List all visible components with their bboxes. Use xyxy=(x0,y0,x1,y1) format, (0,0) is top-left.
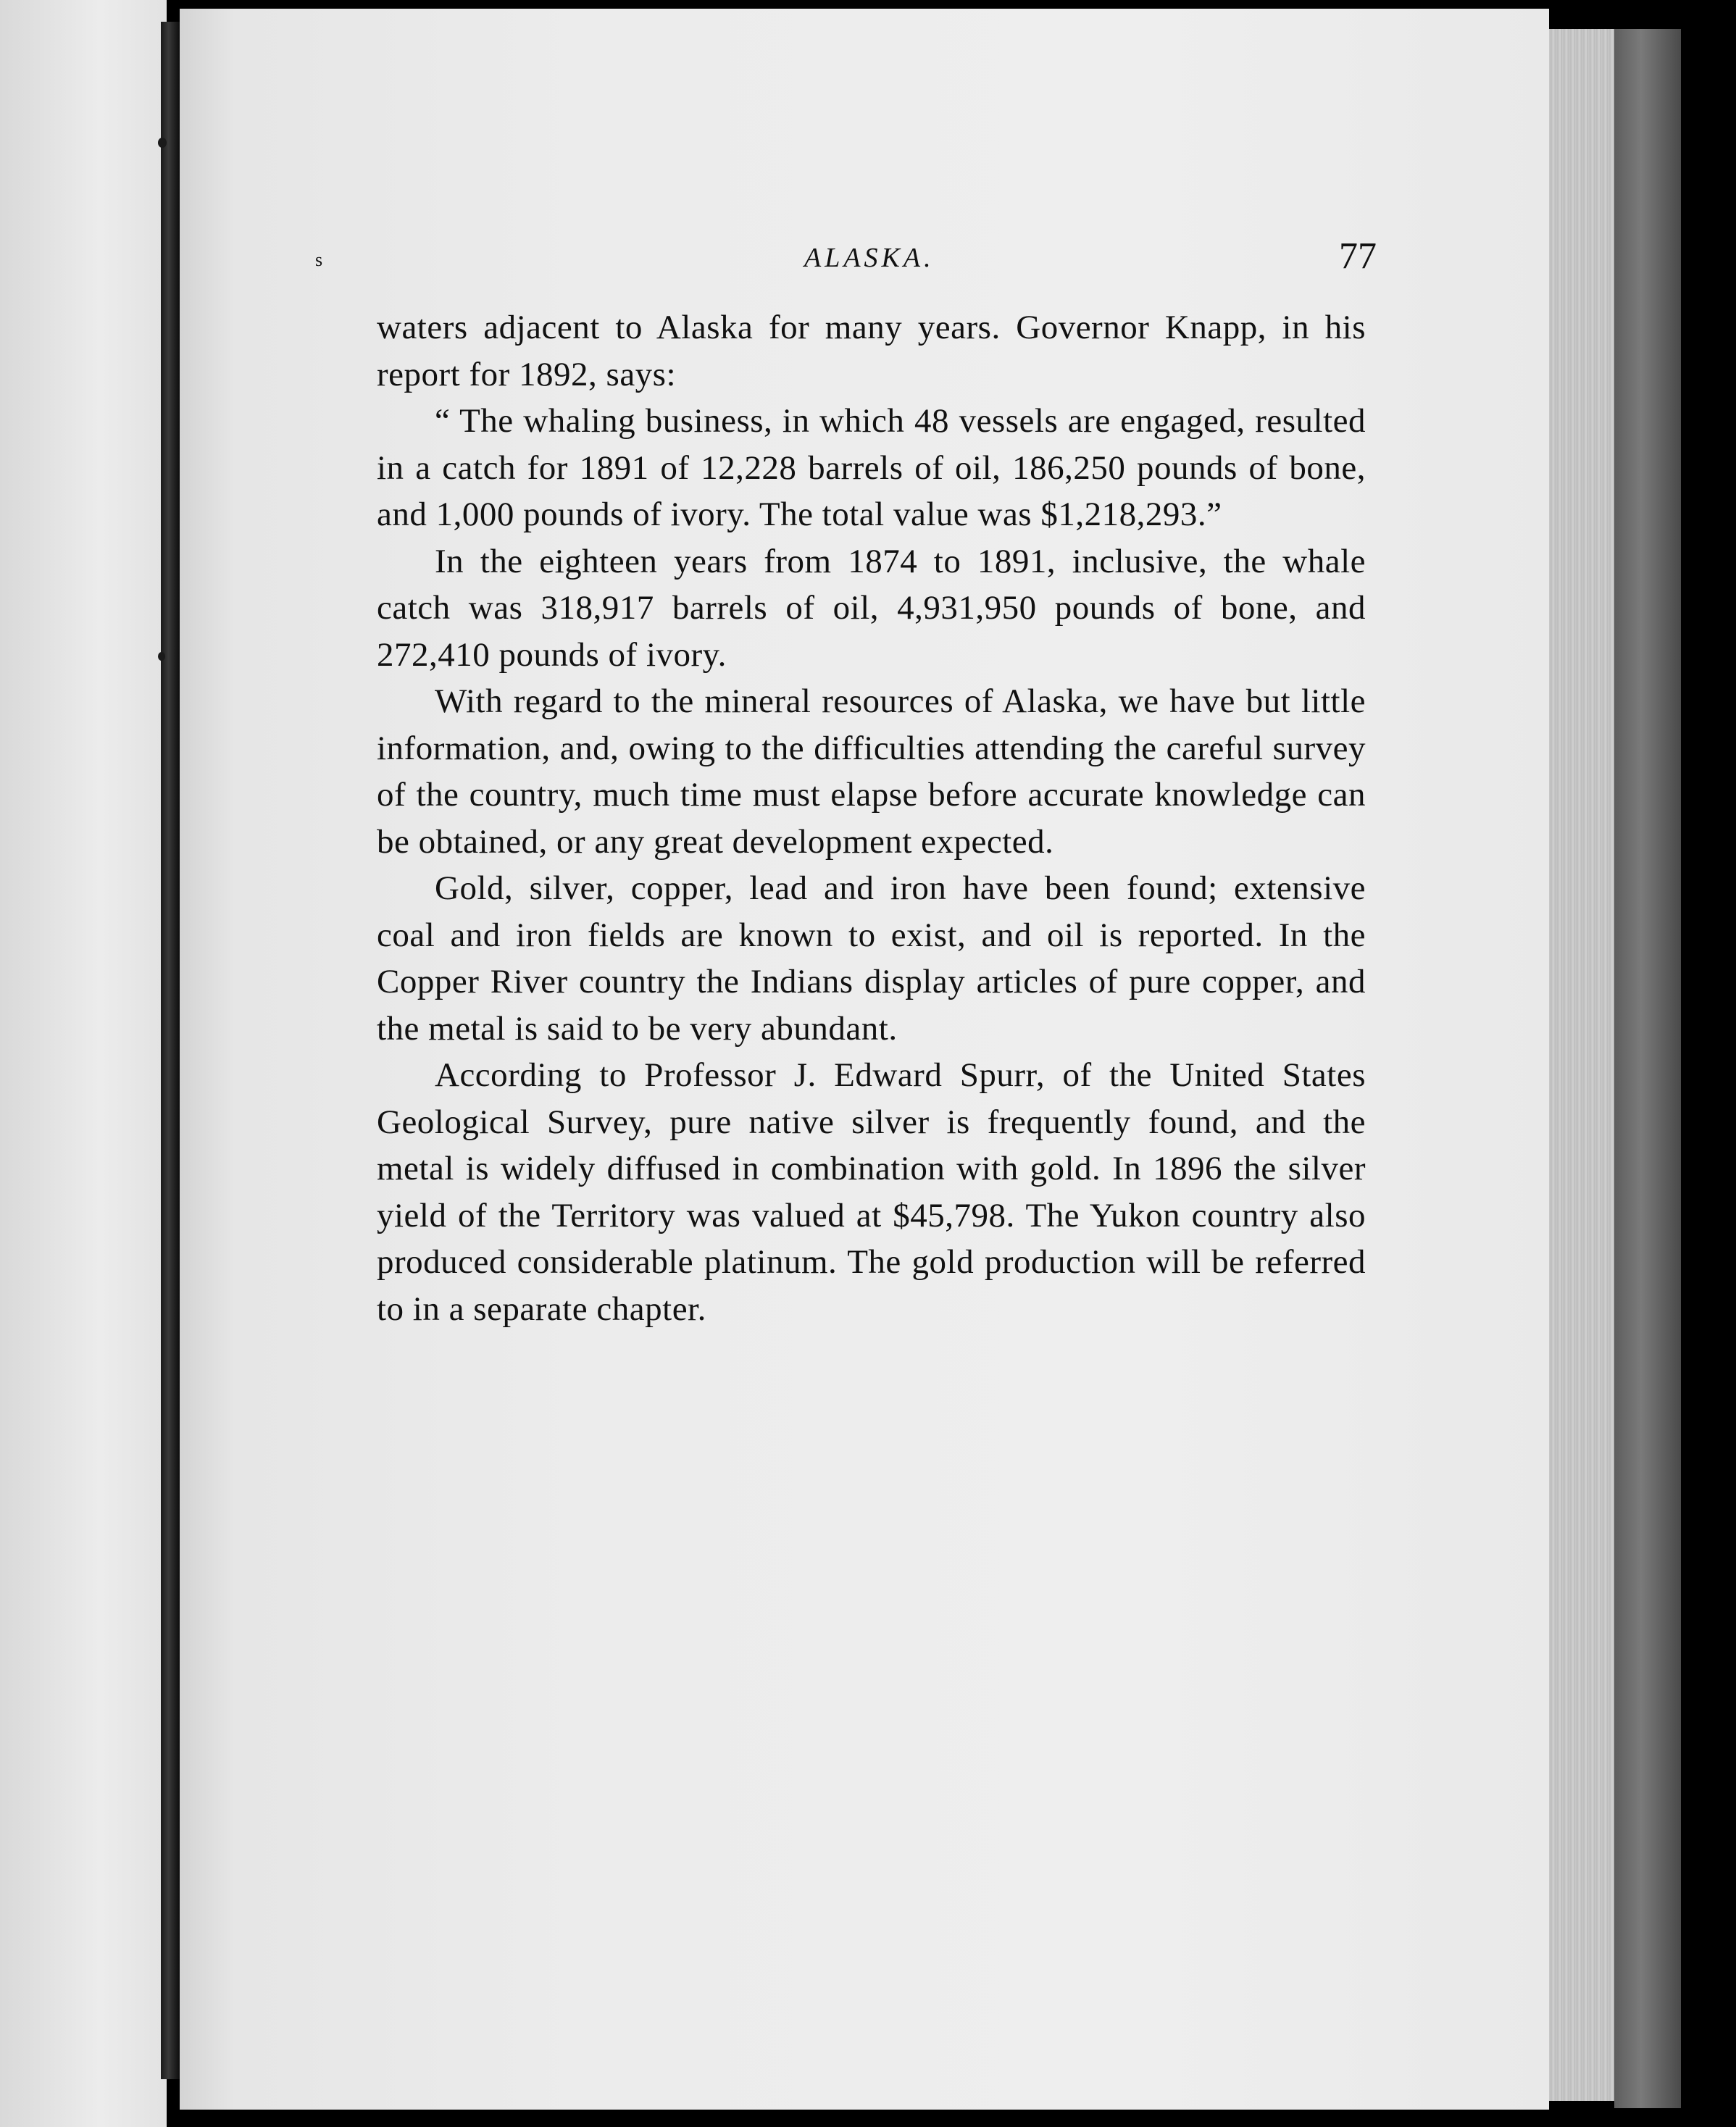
facing-page-edge xyxy=(0,0,167,2127)
body-text xyxy=(377,304,1366,1332)
paragraph: waters adjacent to Alaska for many years. Governor Knapp, in his report for 1892, says: xyxy=(377,309,1366,393)
paragraph: With regard to the mineral resources of Alaska, we have but little information, and, owing to the difficulties attending the careful survey of the country, much time must elapse before accurate knowledge can be obtained, or any great development expected. xyxy=(377,682,1366,861)
ink-speck xyxy=(158,652,165,661)
book-gutter xyxy=(161,22,180,2079)
paragraph: “ The whaling business, in which 48 vessels are engaged, resulted in a catch for 1891 of 12,228 barrels of oil, 186,250 pounds of bone, and 1,000 pounds of ivory. The total value was $1,218,293.” xyxy=(377,402,1366,533)
running-head xyxy=(315,235,1377,283)
paragraph: Gold, silver, copper, lead and iron have been found; extensive coal and iron fields are known to exist, and oil is reported. In the Copper River country the Indians display articles of pure copper, and the metal is said to be very abundant. xyxy=(377,869,1366,1048)
margin-mark: s xyxy=(315,249,323,270)
paragraph: According to Professor J. Edward Spurr, of the United States Geological Survey, pure native silver is frequently found, and the metal is widely diffused in combination with gold. In 1896 the silver yield of the Territory was valued at $45,798. The Yukon country also produced considerable platinum. The gold production will be referred to in a separate chapter. xyxy=(377,1056,1366,1328)
page-number: 77 xyxy=(1339,235,1377,277)
page-block-edges xyxy=(1549,29,1614,2101)
ink-speck xyxy=(158,138,167,148)
book-binding xyxy=(1614,29,1681,2108)
running-title: ALASKA. xyxy=(804,243,935,273)
paragraph: In the eighteen years from 1874 to 1891, inclusive, the whale catch was 318,917 barrels of oil, 4,931,950 pounds of bone, and 272,410 pounds of ivory. xyxy=(377,542,1366,674)
